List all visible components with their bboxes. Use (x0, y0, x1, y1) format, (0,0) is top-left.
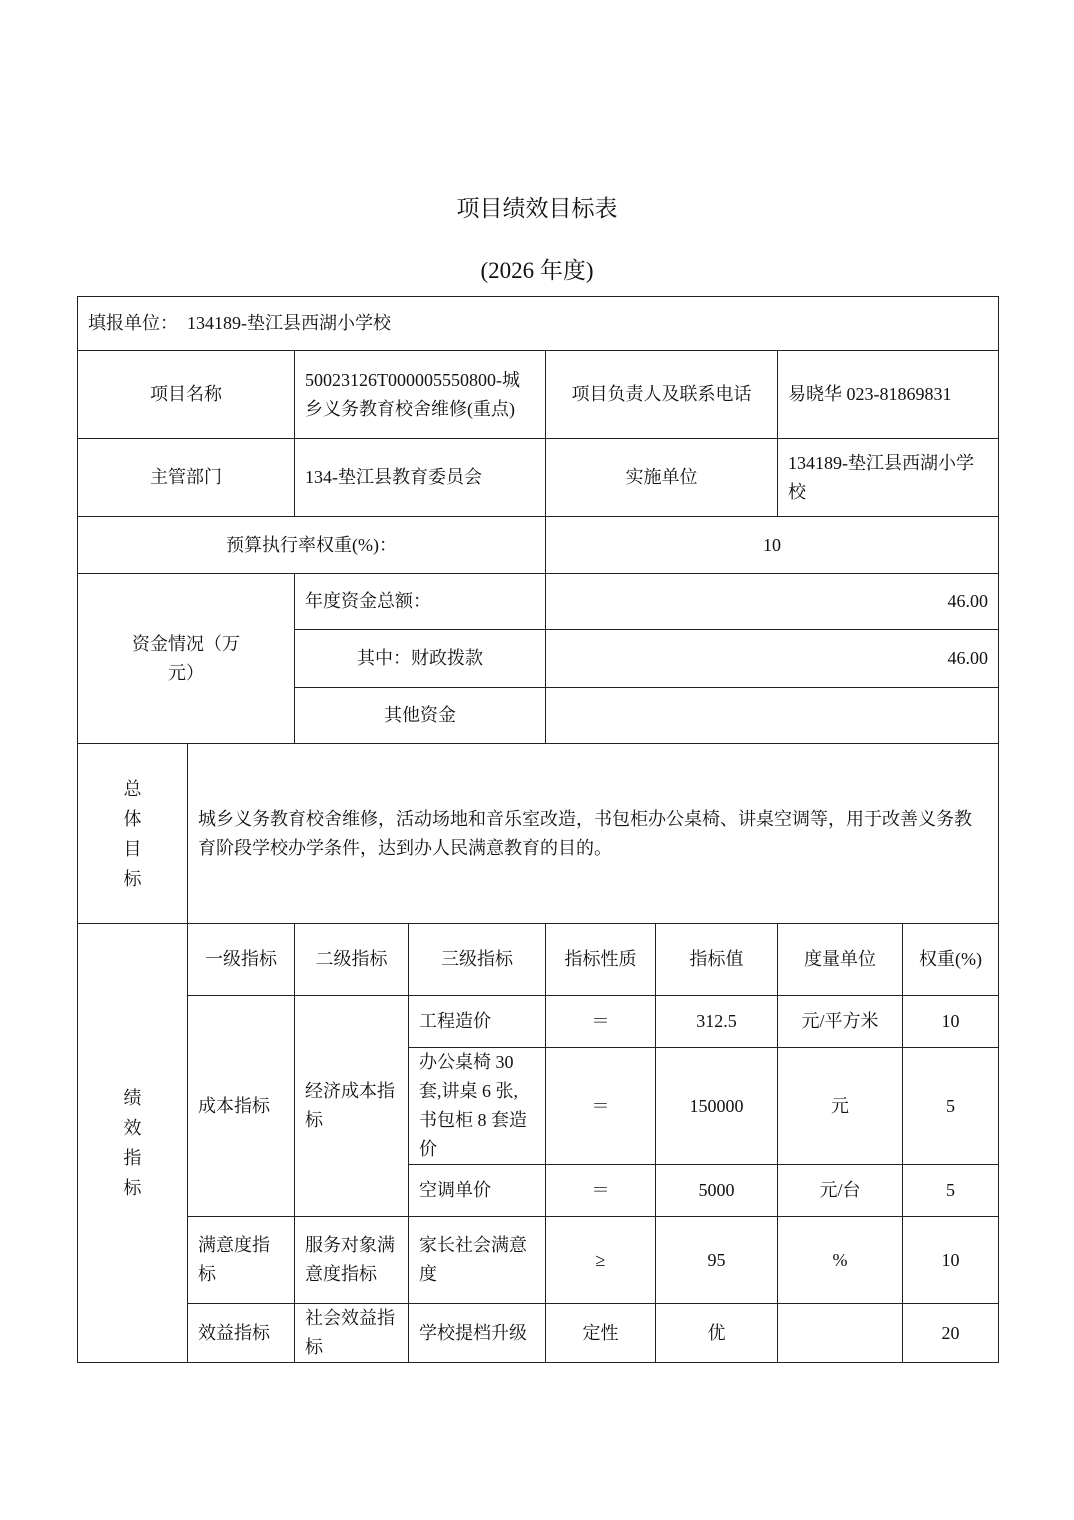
goal-label-char: 标 (123, 868, 142, 889)
indicator-unit: % (778, 1217, 903, 1304)
indicator-nature: ＝ (546, 996, 656, 1048)
indicator-l3: 工程造价 (409, 996, 546, 1048)
indicator-unit: 元/台 (778, 1165, 903, 1217)
indicator-l3: 办公桌椅 30 套,讲桌 6 张,书包柜 8 套造价 (409, 1048, 546, 1165)
budget-weight: 10 (546, 517, 999, 574)
indicator-weight: 10 (903, 996, 999, 1048)
indicator-unit (778, 1304, 903, 1363)
header-unit: 度量单位 (778, 924, 903, 996)
perf-label-char: 效 (123, 1118, 142, 1138)
indicator-value: 312.5 (656, 996, 778, 1048)
header-l1: 一级指标 (188, 924, 295, 996)
header-l2: 二级指标 (295, 924, 409, 996)
indicator-l1: 满意度指标 (188, 1217, 295, 1304)
goal-label-char: 总 (123, 778, 142, 799)
indicator-l2: 服务对象满意度指标 (295, 1217, 409, 1304)
dept-label: 主管部门 (78, 439, 295, 517)
indicator-weight: 5 (903, 1048, 999, 1165)
indicator-value: 95 (656, 1217, 778, 1304)
fund-fiscal-label: 其中：财政拨款 (295, 630, 546, 688)
impl: 134189-垫江县西湖小学校 (778, 439, 999, 517)
project-name: 50023126T000005550800-城乡义务教育校舍维修(重点) (295, 351, 546, 439)
filing-unit-label: 填报单位： (88, 313, 178, 333)
impl-label: 实施单位 (546, 439, 778, 517)
indicator-weight: 20 (903, 1304, 999, 1363)
indicator-nature: ≥ (546, 1217, 656, 1304)
indicator-value: 150000 (656, 1048, 778, 1165)
funds-label: 资金情况（万元） (78, 574, 295, 744)
header-l3: 三级指标 (409, 924, 546, 996)
goal-text: 城乡义务教育校舍维修，活动场地和音乐室改造，书包柜办公桌椅、讲桌空调等，用于改善义务教育阶段学校办学条件，达到办人民满意教育的目的。 (188, 744, 999, 924)
performance-table (77, 296, 999, 1363)
indicator-l1: 效益指标 (188, 1304, 295, 1363)
fund-total-label: 年度资金总额： (295, 574, 546, 630)
table-row (78, 1304, 999, 1363)
header-nature: 指标性质 (546, 924, 656, 996)
indicator-value: 5000 (656, 1165, 778, 1217)
perf-label (78, 924, 188, 1363)
indicator-value: 优 (656, 1304, 778, 1363)
indicator-l3: 学校提档升级 (409, 1304, 546, 1363)
fund-fiscal-value: 46.00 (546, 630, 999, 688)
indicator-unit: 元 (778, 1048, 903, 1165)
table-row (78, 996, 999, 1048)
filing-unit-cell (78, 297, 999, 351)
page-title: 项目绩效目标表 (456, 196, 618, 221)
perf-label-char: 标 (123, 1178, 142, 1198)
indicator-nature: ＝ (546, 1165, 656, 1217)
perf-label-char: 绩 (123, 1088, 142, 1108)
fund-other-label: 其他资金 (295, 688, 546, 744)
indicator-nature: 定性 (546, 1304, 656, 1363)
indicator-nature: ＝ (546, 1048, 656, 1165)
indicator-unit: 元/平方米 (778, 996, 903, 1048)
header-value: 指标值 (656, 924, 778, 996)
indicator-l3: 空调单价 (409, 1165, 546, 1217)
leader: 易晓华 023-81869831 (778, 351, 999, 439)
indicator-l3: 家长社会满意度 (409, 1217, 546, 1304)
project-name-label: 项目名称 (78, 351, 295, 439)
filing-unit: 134189-垫江县西湖小学校 (187, 313, 391, 333)
fund-total-value: 46.00 (546, 574, 999, 630)
indicator-weight: 5 (903, 1165, 999, 1217)
goal-label-char: 体 (123, 808, 142, 829)
leader-label: 项目负责人及联系电话 (546, 351, 778, 439)
indicator-weight: 10 (903, 1217, 999, 1304)
budget-weight-label: 预算执行率权重(%)： (78, 517, 546, 574)
fund-other-value (546, 688, 999, 744)
header-weight: 权重(%) (903, 924, 999, 996)
dept: 134-垫江县教育委员会 (295, 439, 546, 517)
perf-label-char: 指 (123, 1148, 142, 1168)
indicator-l2: 经济成本指标 (295, 996, 409, 1217)
table-row (78, 1217, 999, 1304)
indicator-l1: 成本指标 (188, 996, 295, 1217)
goal-label (78, 744, 188, 924)
indicator-l2: 社会效益指标 (295, 1304, 409, 1363)
goal-label-char: 目 (123, 838, 142, 859)
page-subtitle: (2026 年度) (480, 258, 594, 283)
